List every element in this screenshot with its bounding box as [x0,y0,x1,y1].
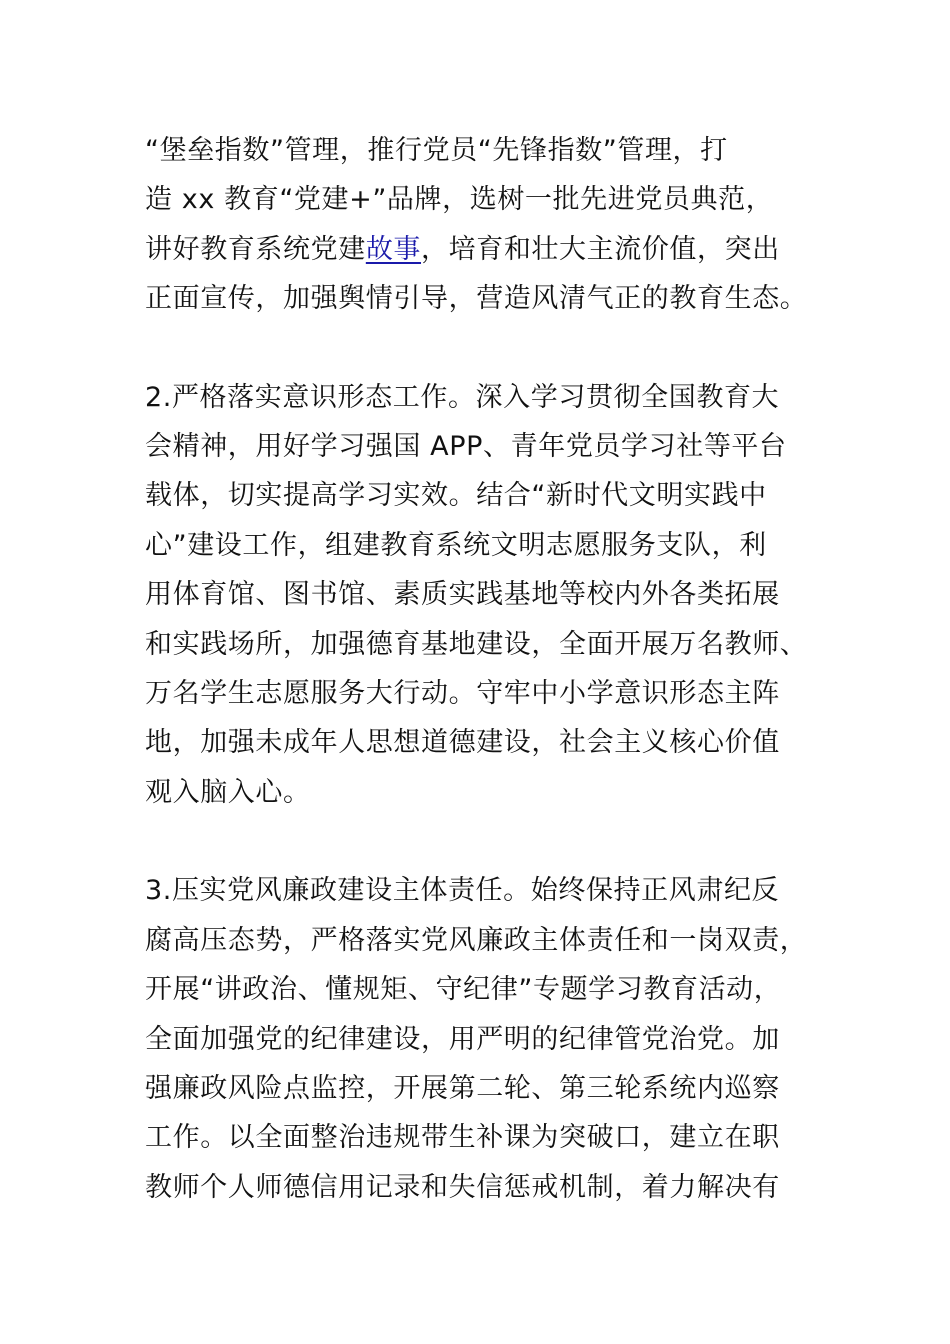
text-line: 强廉政风险点监控，开展第二轮、第三轮系统内巡察 [145,1072,780,1104]
text-line: 地，加强未成年人思想道德建设，社会主义核心价值 [145,727,780,759]
document-body [145,126,817,1212]
text-line: 开展“讲政治、懂规矩、守纪律”专题学习教育活动， [145,974,782,1006]
text-line: 正面宣传，加强舆情引导，营造风清气正的教育生态。 [145,283,808,315]
story-link[interactable]: 故事 [365,233,422,265]
text-line: 教师个人师德信用记录和失信惩戒机制，着力解决有 [145,1171,780,1203]
text-line: 3.压实党风廉政建设主体责任。始终保持正风肃纪反 [145,875,780,907]
text-line: 万名学生志愿服务大行动。守牢中小学意识形态主阵 [145,678,780,710]
text-line: 造 xx 教育“党建+”品牌，选树一批先进党员典范， [145,184,774,216]
text-line: 2.严格落实意识形态工作。深入学习贯彻全国教育大 [145,381,780,413]
text-line: 全面加强党的纪律建设，用严明的纪律管党治党。加 [145,1023,780,1055]
text-line: 和实践场所，加强德育基地建设，全面开展万名教师、 [145,628,808,660]
text-line: 载体，切实提高学习实效。结合“新时代文明实践中 [145,480,767,512]
text-line: 会精神，用好学习强国 APP、青年党员学习社等平台 [145,431,787,463]
text-line: 腐高压态势，严格落实党风廉政主体责任和一岗双责， [145,924,808,956]
paragraph-2 [145,373,817,818]
text-line: 心”建设工作，组建教育系统文明志愿服务支队，利 [145,529,767,561]
text-line-with-link [145,225,817,274]
paragraph-1 [145,126,817,324]
text-line: 工作。以全面整治违规带生补课为突破口，建立在职 [145,1122,780,1154]
text-segment: 讲好教育系统党建 [145,233,366,265]
text-line: 观入脑入心。 [145,776,311,808]
paragraph-3 [145,866,817,1212]
text-line: “堡垒指数”管理，推行党员“先锋指数”管理，打 [145,135,728,166]
text-segment: ，培育和壮大主流价值，突出 [421,233,780,265]
text-line: 用体育馆、图书馆、素质实践基地等校内外各类拓展 [145,579,780,611]
